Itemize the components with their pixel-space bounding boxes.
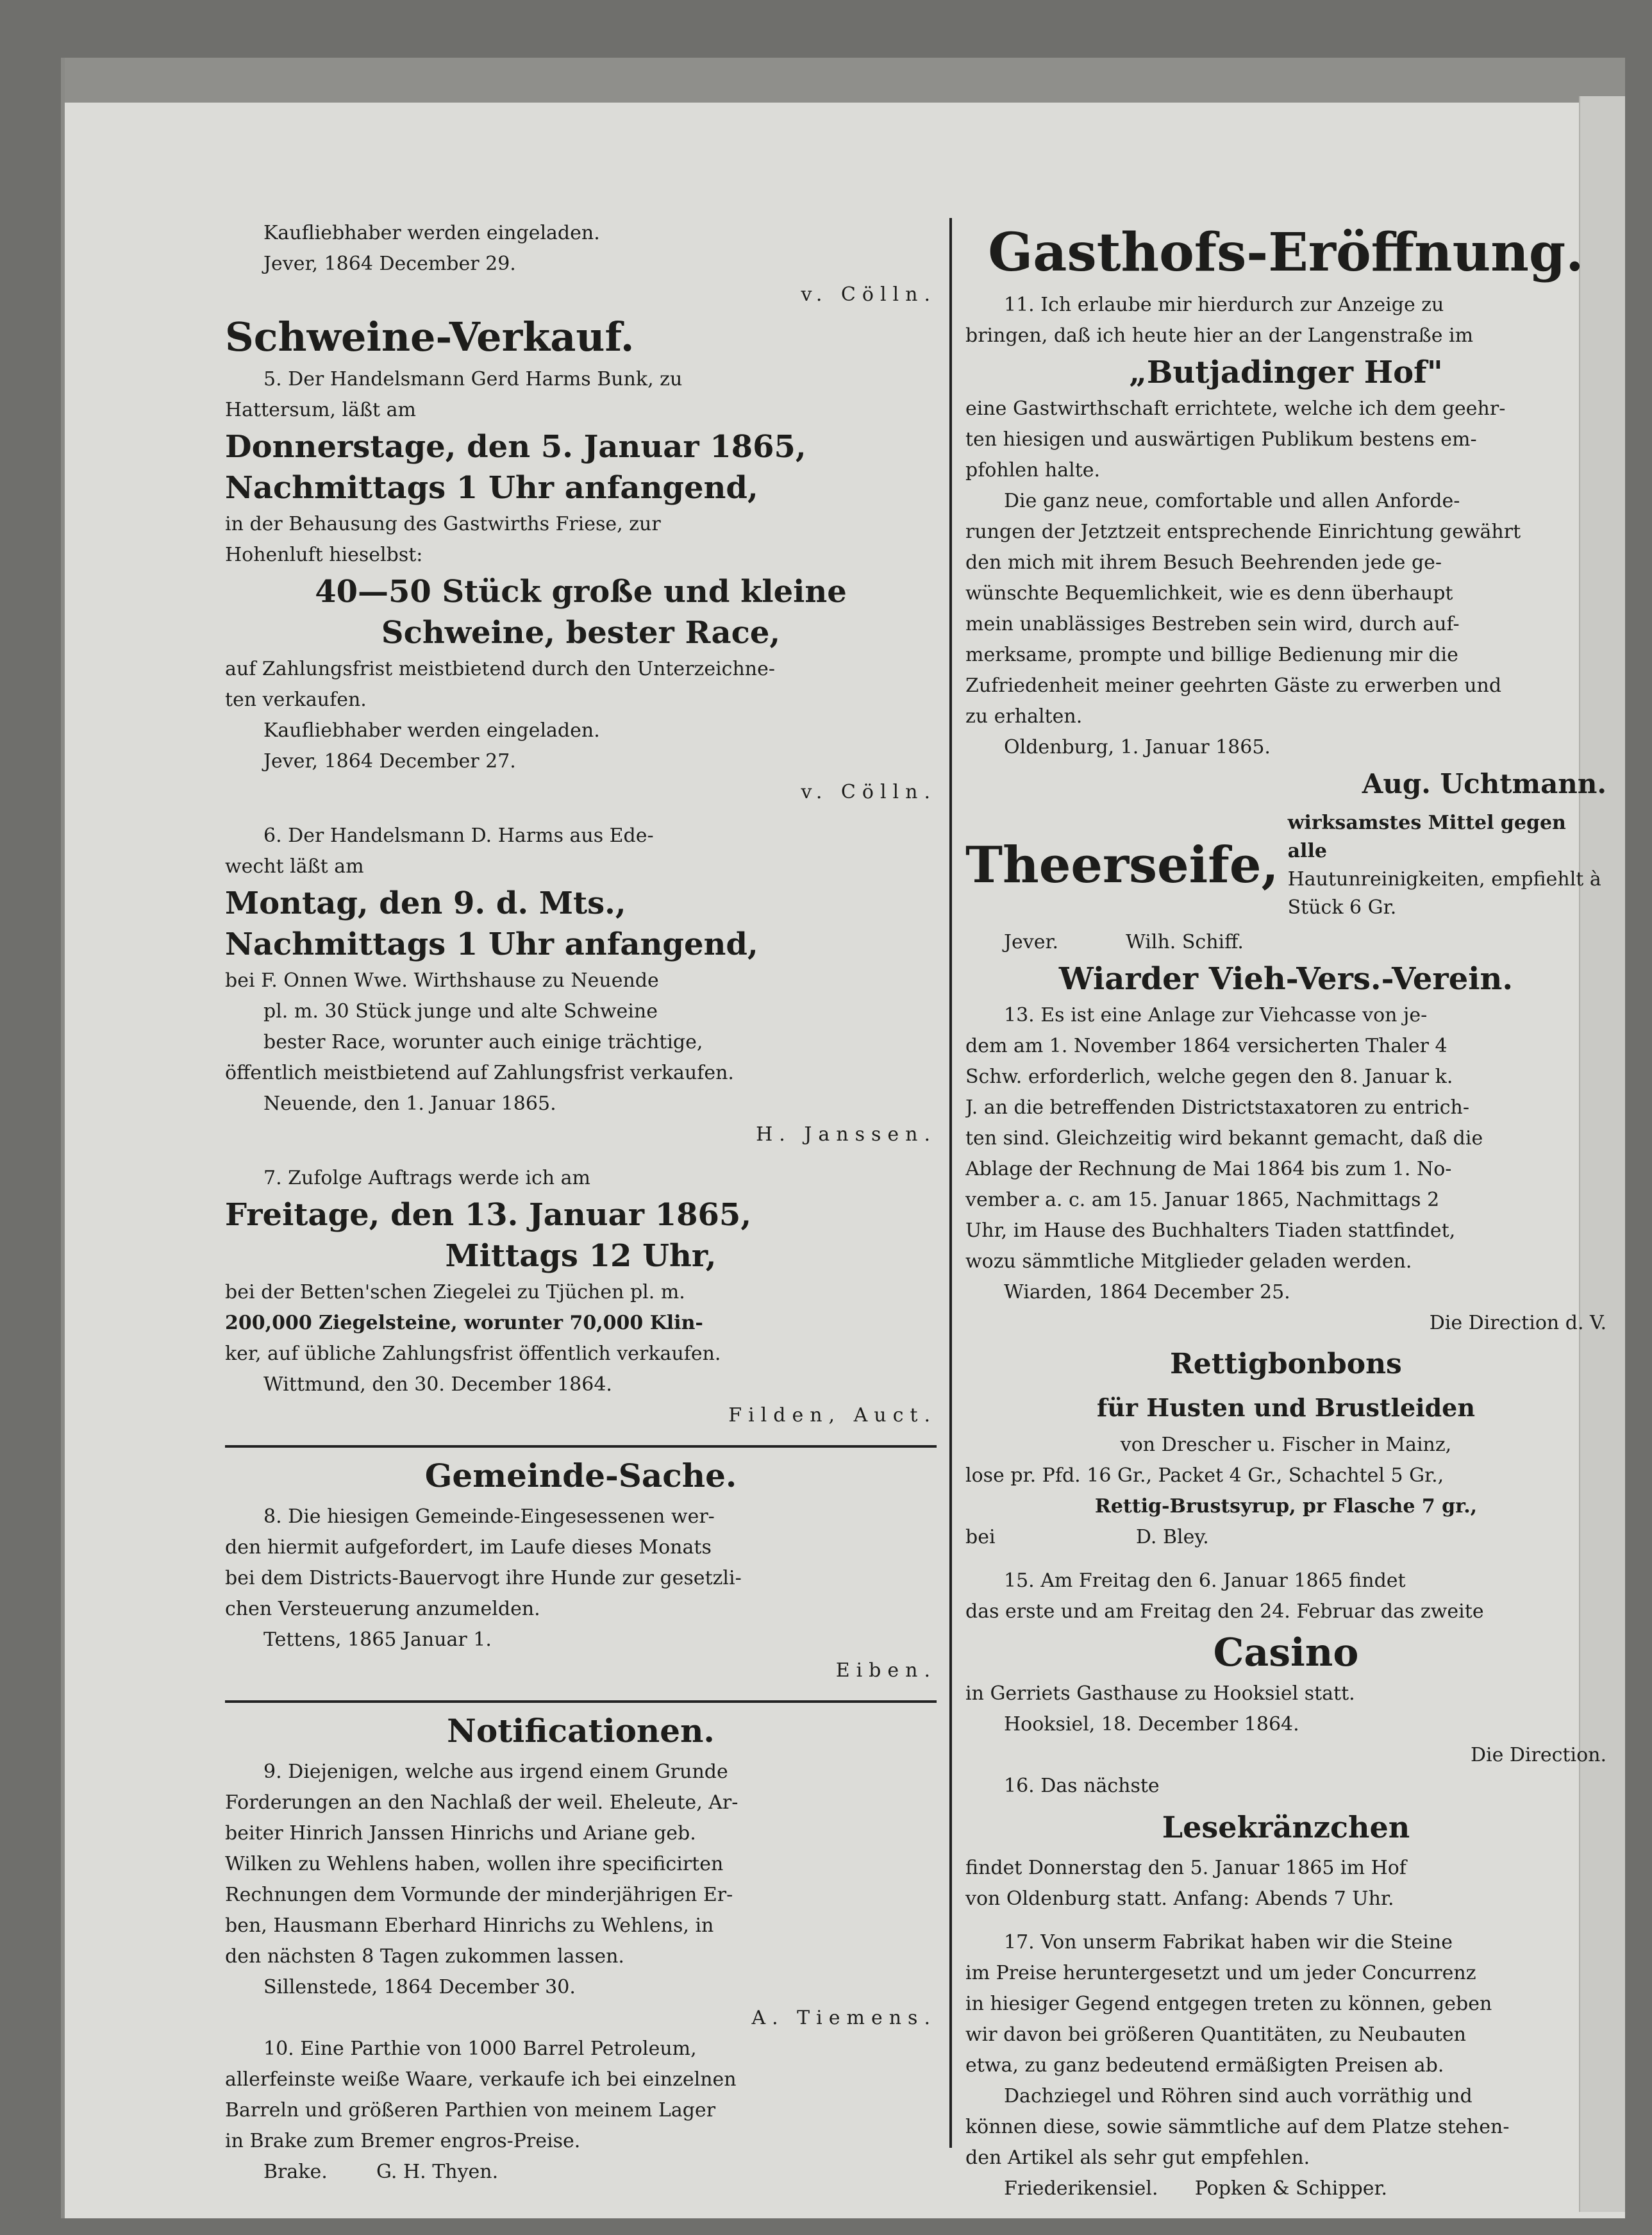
- ad-heading: Lesekränzchen: [1162, 1810, 1410, 1845]
- text-line: Rettig-Brustsyrup, pr Flasche 7 gr.,: [1094, 1495, 1478, 1518]
- text-line: ten verkaufen.: [225, 689, 367, 711]
- text-line: wecht läßt am: [225, 855, 364, 878]
- text-line: 10. Eine Parthie von 1000 Barrel Petroleum,: [263, 2038, 697, 2060]
- text-line: mein unablässiges Bestreben sein wird, durch auf-: [965, 613, 1460, 635]
- sale-time: Nachmittags 1 Uhr anfangend,: [225, 470, 758, 506]
- signature: v. Cölln.: [801, 283, 937, 306]
- text-line: von Drescher u. Fischer in Mainz,: [1120, 1434, 1452, 1456]
- text-line: 15. Am Freitag den 6. Januar 1865 findet: [1004, 1570, 1406, 1592]
- text-line: im Preise heruntergesetzt und um jeder Concurrenz: [965, 1962, 1476, 1984]
- section-heading: Gemeinde-Sache.: [424, 1457, 737, 1494]
- section-heading: Notificationen.: [447, 1712, 715, 1750]
- text-line: Schw. erforderlich, welche gegen den 8. Januar k.: [965, 1066, 1453, 1088]
- signature: Die Direction.: [1470, 1744, 1606, 1766]
- text-line: bringen, daß ich heute hier an der Langenstraße im: [965, 324, 1474, 347]
- signature: A. Tiemens.: [751, 2007, 937, 2029]
- text-line: öffentlich meistbietend auf Zahlungsfrist verkaufen.: [225, 1062, 734, 1084]
- signature: Eiben.: [835, 1659, 937, 1682]
- text-line: in Brake zum Bremer engros-Preise.: [225, 2130, 581, 2152]
- text-line: pfohlen halte.: [965, 459, 1101, 481]
- text-line: ten sind. Gleichzeitig wird bekannt gemacht, daß die: [965, 1127, 1483, 1150]
- text-line: etwa, zu ganz bedeutend ermäßigten Preisen ab.: [965, 2054, 1444, 2077]
- text-line: auf Zahlungsfrist meistbietend durch den Unterzeichne-: [225, 658, 776, 680]
- text-line: das erste und am Freitag den 24. Februar das zweite: [965, 1600, 1484, 1623]
- text-line: eine Gastwirthschaft errichtete, welche ich dem geehr-: [965, 398, 1506, 420]
- text-line: Hohenluft hieselbst:: [225, 544, 423, 566]
- text-line: ten hiesigen und auswärtigen Publikum bestens em-: [965, 428, 1477, 451]
- text-line: 7. Zufolge Auftrags werde ich am: [263, 1167, 590, 1189]
- text-line: Die ganz neue, comfortable und allen Anforde-: [1004, 490, 1460, 512]
- text-line: 11. Ich erlaube mir hierdurch zur Anzeige zu: [1004, 294, 1444, 316]
- text-line: Hattersum, läßt am: [225, 399, 416, 421]
- text-line: beiter Hinrich Janssen Hinrichs und Ariane geb.: [225, 1822, 696, 1845]
- text-line: Neuende, den 1. Januar 1865.: [263, 1092, 556, 1115]
- text-line: 5. Der Handelsmann Gerd Harms Bunk, zu: [263, 368, 683, 390]
- text-line: Forderungen an den Nachlaß der weil. Eheleute, Ar-: [225, 1791, 738, 1814]
- text-line: wirksamstes Mittel gegen alle: [1287, 812, 1566, 862]
- text-line: in der Behausung des Gastwirths Friese, zur: [225, 513, 661, 535]
- soap-ad: [965, 809, 1606, 922]
- text-line: Wiarden, 1864 December 25.: [1004, 1281, 1290, 1303]
- section-heading: Wiarder Vieh-Vers.-Verein.: [1058, 961, 1514, 997]
- text-line: vember a. c. am 15. Januar 1865, Nachmittags 2: [965, 1189, 1440, 1211]
- text-line: den Artikel als sehr gut empfehlen.: [965, 2147, 1310, 2169]
- text-line: J. an die betreffenden Districtstaxatoren zu entrich-: [965, 1096, 1470, 1119]
- text-line: zu erhalten.: [965, 705, 1083, 728]
- text-line: den nächsten 8 Tagen zukommen lassen.: [225, 1945, 624, 1968]
- text-line: den hiermit aufgefordert, im Laufe dieses Monats: [225, 1536, 712, 1559]
- text-line: Ablage der Rechnung de Mai 1864 bis zum 1. No-: [965, 1158, 1452, 1180]
- sale-date: Donnerstage, den 5. Januar 1865,: [225, 429, 806, 465]
- text-line: rungen der Jetztzeit entsprechende Einrichtung gewährt: [965, 521, 1521, 543]
- text-line: 17. Von unserm Fabrikat haben wir die Steine: [1004, 1931, 1453, 1954]
- text-line: Rechnungen dem Vormunde der minderjährigen Er-: [225, 1884, 733, 1906]
- text-line: dem am 1. November 1864 versicherten Thaler 4: [965, 1035, 1448, 1057]
- text-line: Stück 6 Gr.: [1287, 896, 1397, 919]
- left-column: [225, 218, 937, 2188]
- soap-text: [1288, 809, 1606, 922]
- ad-heading: Schweine-Verkauf.: [225, 314, 635, 360]
- text-line: bei der Betten'schen Ziegelei zu Tjüchen pl. m.: [225, 1281, 685, 1303]
- text-line: Jever, 1864 December 27.: [263, 750, 516, 773]
- text-line: findet Donnerstag den 5. Januar 1865 im Hof: [965, 1857, 1406, 1879]
- text-line: wozu sämmtliche Mitglieder geladen werden.: [965, 1250, 1412, 1273]
- signature: Jever. Wilh. Schiff.: [1004, 931, 1244, 953]
- text-line: 8. Die hiesigen Gemeinde-Eingesessenen wer-: [263, 1505, 715, 1528]
- text-line: in Gerriets Gasthause zu Hooksiel statt.: [965, 1682, 1355, 1705]
- signature: Filden, Auct.: [728, 1404, 937, 1427]
- ad-heading: Rettigbonbons: [1170, 1348, 1402, 1380]
- text-line: Wittmund, den 30. December 1864.: [263, 1373, 612, 1396]
- sale-item: Schweine, bester Race,: [381, 615, 781, 651]
- text-line: Wilken zu Wehlens haben, wollen ihre specificirten: [225, 1853, 724, 1875]
- section-rule: [225, 1445, 937, 1448]
- text-line: merksame, prompte und billige Bedienung mir die: [965, 644, 1458, 666]
- text-line: von Oldenburg statt. Anfang: Abends 7 Uhr.: [965, 1888, 1394, 1910]
- text-line: in hiesiger Gegend entgegen treten zu können, geben: [965, 1993, 1492, 2015]
- text-line: bei D. Bley.: [965, 1526, 1209, 1548]
- text-line: 9. Diejenigen, welche aus irgend einem Grunde: [263, 1761, 728, 1783]
- text-line: Oldenburg, 1. Januar 1865.: [1004, 736, 1271, 758]
- text-line: Jever, 1864 December 29.: [263, 253, 516, 275]
- text-line: 16. Das nächste: [1004, 1775, 1160, 1797]
- sale-time: Nachmittags 1 Uhr anfangend,: [225, 926, 758, 962]
- sale-item: 40—50 Stück große und kleine: [315, 574, 847, 610]
- text-line: Kaufliebhaber werden eingeladen.: [263, 222, 600, 244]
- text-line: 13. Es ist eine Anlage zur Viehcasse von je-: [1004, 1004, 1428, 1026]
- text-line: chen Versteuerung anzumelden.: [225, 1598, 540, 1620]
- text-line: Sillenstede, 1864 December 30.: [263, 1976, 576, 1998]
- text-line: Kaufliebhaber werden eingeladen.: [263, 719, 600, 742]
- text-line: ben, Hausmann Eberhard Hinrichs zu Wehlens, in: [225, 1914, 714, 1937]
- right-column: [965, 218, 1606, 2204]
- newspaper-page: [61, 58, 1625, 2218]
- text-line: bei dem Districts-Bauervogt ihre Hunde zur gesetzli-: [225, 1567, 742, 1589]
- text-line: bester Race, worunter auch einige trächtige,: [263, 1031, 703, 1053]
- text-line: Hautunreinigkeiten, empfiehlt à: [1287, 868, 1601, 891]
- text-line: 6. Der Handelsmann D. Harms aus Ede-: [263, 825, 654, 847]
- soap-title: Theerseife,: [965, 836, 1279, 894]
- text-line: lose pr. Pfd. 16 Gr., Packet 4 Gr., Schachtel 5 Gr.,: [965, 1464, 1444, 1487]
- sale-time: Mittags 12 Uhr,: [445, 1238, 717, 1274]
- text-line: Tettens, 1865 Januar 1.: [263, 1628, 492, 1651]
- inn-name: „Butjadinger Hof": [1129, 355, 1443, 390]
- text-line: wir davon bei größeren Quantitäten, zu Neubauten: [965, 2023, 1466, 2046]
- text-line: bei F. Onnen Wwe. Wirthshause zu Neuende: [225, 969, 659, 992]
- signature: H. Janssen.: [756, 1123, 937, 1146]
- ad-heading: Casino: [1213, 1631, 1359, 1675]
- signature: Aug. Uchtmann.: [1362, 768, 1606, 799]
- text-line: können diese, sowie sämmtliche auf dem Platze stehen-: [965, 2116, 1510, 2138]
- text-line: ker, auf übliche Zahlungsfrist öffentlich verkaufen.: [225, 1343, 721, 1365]
- signature: Friederikensiel. Popken & Schipper.: [1004, 2177, 1388, 2200]
- column-divider: [949, 218, 952, 2148]
- text-line: pl. m. 30 Stück junge und alte Schweine: [263, 1000, 658, 1023]
- text-line: Hooksiel, 18. December 1864.: [1004, 1713, 1299, 1736]
- page-top-band: [65, 58, 1625, 103]
- text-line: 200,000 Ziegelsteine, worunter 70,000 Klin-: [225, 1312, 703, 1334]
- text-line: den mich mit ihrem Besuch Beehrenden jede ge-: [965, 551, 1442, 574]
- sale-date: Freitage, den 13. Januar 1865,: [225, 1197, 752, 1233]
- text-line: Barreln und größeren Parthien von meinem Lager: [225, 2099, 716, 2122]
- text-line: Dachziegel und Röhren sind auch vorräthig und: [1004, 2085, 1473, 2107]
- text-line: Zufriedenheit meiner geehrten Gäste zu erwerben und: [965, 674, 1502, 697]
- section-rule: [225, 1700, 937, 1703]
- signature: v. Cölln.: [801, 781, 937, 803]
- signature: Brake. G. H. Thyen.: [263, 2161, 499, 2183]
- signature: Die Direction d. V.: [1429, 1312, 1606, 1334]
- ad-heading: Gasthofs-Eröffnung.: [988, 222, 1584, 283]
- text-line: allerfeinste weiße Waare, verkaufe ich bei einzelnen: [225, 2068, 737, 2091]
- ad-subheading: für Husten und Brustleiden: [1097, 1393, 1475, 1422]
- sale-date: Montag, den 9. d. Mts.,: [225, 885, 626, 921]
- text-line: wünschte Bequemlichkeit, wie es denn überhaupt: [965, 582, 1453, 605]
- text-line: Uhr, im Hause des Buchhalters Tiaden stattfindet,: [965, 1219, 1456, 1242]
